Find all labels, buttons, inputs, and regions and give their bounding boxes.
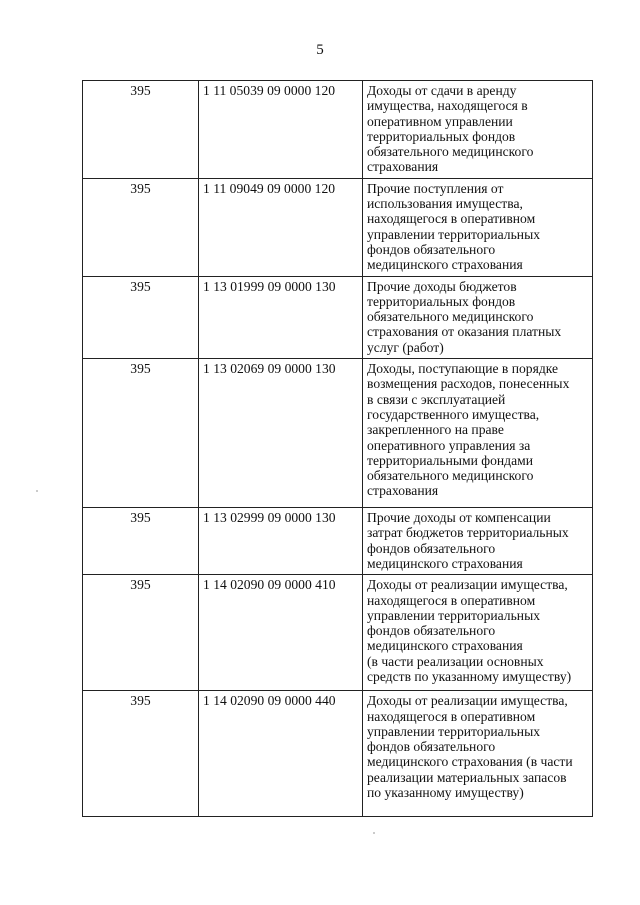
table-row [83,81,593,179]
description-line: медицинского страхования (в части [367,754,573,770]
table-row [83,691,593,817]
income-description-cell [363,575,593,691]
kbk-code-cell: 1 11 05039 09 0000 120 [199,81,363,179]
kbk-code-cell: 1 13 01999 09 0000 130 [199,276,363,358]
description-line: Доходы, поступающие в порядке [367,361,559,377]
table-row [83,178,593,276]
income-description-cell [363,178,593,276]
description-line: оперативном управлении [367,113,513,129]
description-line: Прочие доходы бюджетов [367,278,517,294]
description-line: управлении территориальных [367,226,540,242]
scan-artifact [36,490,38,492]
description-line: использования имущества, [367,196,523,212]
description-line: Прочие доходы от компенсации [367,510,551,526]
description-line: обязательного медицинского [367,144,534,160]
description-line: управлении территориальных [367,607,540,623]
description-line: фондов обязательного [367,540,496,556]
table-body [83,81,593,817]
description-line: находящегося в оперативном [367,211,536,227]
income-description-cell [363,691,593,817]
description-line: Прочие поступления от [367,180,504,196]
description-line: затрат бюджетов территориальных [367,525,569,541]
budget-codes-table [82,80,593,817]
description-line: медицинского страхования [367,638,523,654]
kbk-code-cell: 1 13 02999 09 0000 130 [199,508,363,575]
description-line: фондов обязательного [367,739,496,755]
description-line: государственного имущества, [367,406,540,422]
description-line: территориальных фондов [367,293,516,309]
description-line: средств по указанному имуществу) [367,669,572,685]
description-line: страхования [367,159,439,175]
admin-code-cell: 395 [83,81,199,179]
description-line: обязательного медицинского [367,309,534,325]
description-line: Доходы от сдачи в аренду [367,83,517,98]
description-line: по указанному имуществу) [367,785,524,801]
description-line: страхования [367,483,439,499]
description-line: территориальными фондами [367,452,533,468]
kbk-code-cell: 1 14 02090 09 0000 440 [199,691,363,817]
description-line: фондов обязательного [367,623,496,639]
description-line: Доходы от реализации имущества, [367,693,568,709]
income-description-cell [363,508,593,575]
scan-artifact [373,832,375,834]
description-line: находящегося в оперативном [367,708,536,724]
kbk-code-cell: 1 13 02069 09 0000 130 [199,359,363,508]
income-description-cell [363,359,593,508]
description-line: в связи с эксплуатацией [367,391,506,407]
admin-code-cell: 395 [83,691,199,817]
income-description-cell [363,81,593,179]
description-line: оперативного управления за [367,437,531,453]
description-line: страхования от оказания платных [367,324,562,340]
description-line: территориальных фондов [367,128,516,144]
admin-code-cell: 395 [83,178,199,276]
page-number: 5 [316,42,324,58]
description-line: Доходы от реализации имущества, [367,577,568,593]
description-line: возмещения расходов, понесенных [367,376,570,392]
admin-code-cell: 395 [83,575,199,691]
description-line: медицинского страхования [367,555,523,571]
table-row [83,359,593,508]
table-row [83,575,593,691]
kbk-code-cell: 1 11 09049 09 0000 120 [199,178,363,276]
admin-code-cell: 395 [83,276,199,358]
admin-code-cell: 395 [83,359,199,508]
description-line: (в части реализации основных [367,653,544,669]
description-line: обязательного медицинского [367,468,534,484]
description-line: услуг (работ) [367,339,444,355]
description-line: находящегося в оперативном [367,592,536,608]
description-line: фондов обязательного [367,241,496,257]
kbk-code-cell: 1 14 02090 09 0000 410 [199,575,363,691]
description-line: реализации материальных запасов [367,769,567,785]
description-line: медицинского страхования [367,257,523,273]
income-description-cell [363,276,593,358]
table-row [83,276,593,358]
admin-code-cell: 395 [83,508,199,575]
description-line: закрепленного на праве [367,422,504,438]
table-row [83,508,593,575]
description-line: управлении территориальных [367,723,540,739]
description-line: имущества, находящегося в [367,98,528,114]
